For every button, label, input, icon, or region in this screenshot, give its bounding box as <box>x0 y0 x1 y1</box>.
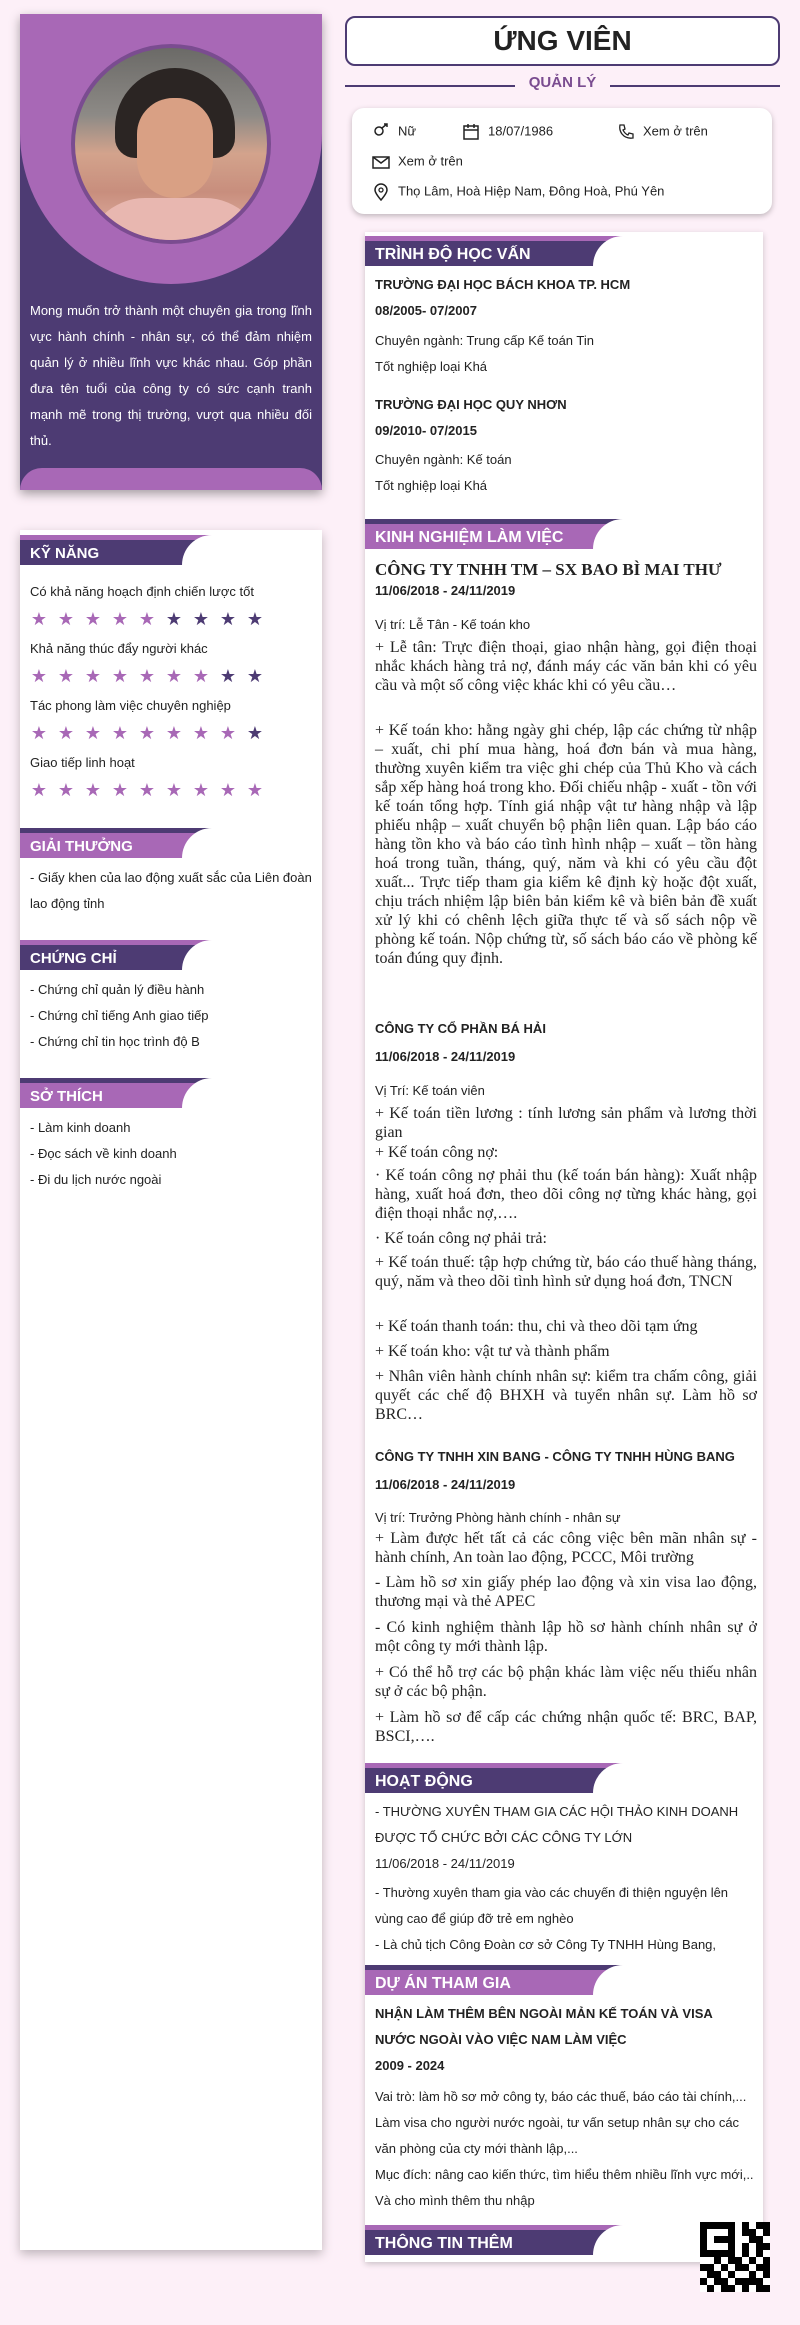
skills-heading: KỸ NĂNG <box>30 545 100 562</box>
star-icon: ★ <box>111 609 129 629</box>
star-icon: ★ <box>111 780 129 800</box>
star-icon: ★ <box>192 666 210 686</box>
email-value: Xem ở trên <box>398 153 463 169</box>
awards-heading-bar <box>20 828 322 858</box>
skill-rating <box>30 610 264 628</box>
job-description: + Có thể hỗ trợ các bộ phận khác làm việc nếu thiếu nhân sự ở các bộ phận. <box>375 1664 757 1700</box>
school-period: 09/2010- 07/2015 <box>375 423 477 438</box>
star-icon: ★ <box>165 609 183 629</box>
job-position: Vị trí: Trưởng Phòng hành chính - nhân sự <box>375 1510 621 1525</box>
education-heading: TRÌNH ĐỘ HỌC VẤN <box>375 246 531 263</box>
company-name: CÔNG TY TNHH XIN BANG - CÔNG TY TNHH HÙNG BANG <box>375 1449 735 1464</box>
job-period: 11/06/2018 - 24/11/2019 <box>375 1477 516 1492</box>
avatar <box>71 44 271 244</box>
certificate-item: - Chứng chỉ tin học trình độ B <box>30 1034 200 1049</box>
job-description: + Kế toán kho: vật tư và thành phẩm <box>375 1343 610 1360</box>
star-icon: ★ <box>138 609 156 629</box>
star-icon: ★ <box>57 780 75 800</box>
email-icon <box>372 153 390 171</box>
activity-period: 11/06/2018 - 24/11/2019 <box>375 1856 515 1871</box>
star-icon: ★ <box>111 723 129 743</box>
birthdate-item <box>462 122 553 140</box>
job-description: + Làm hồ sơ để cấp các chứng nhận quốc tế: BRC, BAP, BSCI,…. <box>375 1709 757 1745</box>
phone-item <box>617 122 708 140</box>
calendar-icon <box>462 123 480 141</box>
project-title: NHẬN LÀM THÊM BÊN NGOÀI MẢN KẾ TOÁN VÀ VISA NƯỚC NGOÀI VÀO VIỆC NAM LÀM VIỆC <box>375 2006 713 2047</box>
star-icon: ★ <box>246 666 264 686</box>
hobby-item: - Đi du lịch nước ngoài <box>30 1172 162 1187</box>
job-description: + Nhân viên hành chính nhân sự: kiểm tra chấm công, giải quyết các chế độ BHXH và tuyển nhân sự. Làm hồ sơ BRC… <box>375 1368 757 1423</box>
star-icon: ★ <box>246 609 264 629</box>
job-description: + Kế toán thuế: tập hợp chứng từ, báo cáo thuế hàng tháng, quý, năm và theo dõi tình hình sử dụng hoá đơn, TNCN <box>375 1254 757 1290</box>
skills-heading-bar <box>20 535 322 565</box>
star-icon: ★ <box>84 609 102 629</box>
sidebar-panel <box>20 530 322 2250</box>
star-icon: ★ <box>219 666 237 686</box>
skill-label: Tác phong làm việc chuyên nghiệp <box>30 698 231 713</box>
school-period: 08/2005- 07/2007 <box>375 303 477 318</box>
job-description: + Kế toán công nợ: <box>375 1144 499 1161</box>
hobbies-heading-bar <box>20 1078 322 1108</box>
certificate-item: - Chứng chỉ tiếng Anh giao tiếp <box>30 1008 209 1023</box>
star-icon: ★ <box>84 666 102 686</box>
star-icon: ★ <box>84 723 102 743</box>
more-info-heading: THÔNG TIN THÊM <box>375 2235 513 2252</box>
star-icon: ★ <box>84 780 102 800</box>
job-description: · Kế toán công nợ phải thu (kế toán bán hàng): Xuất nhập hàng, xuất hoá đơn, theo dõi công nợ từng khác hàng, gọi điện thoại nhắc nợ,…. <box>375 1167 757 1222</box>
activity-item: - Thường xuyên tham gia vào các chuyến đi thiện nguyện lên vùng cao để giúp đỡ trẻ em nghèo <box>375 1885 729 1926</box>
email-item <box>372 152 463 170</box>
star-icon: ★ <box>219 723 237 743</box>
project-goal: Mục đích: nâng cao kiến thức, tìm hiểu thêm nhiều lĩnh vực mới,.. Và cho mình thêm thu nhập <box>375 2167 754 2208</box>
address-item <box>372 182 664 200</box>
star-icon: ★ <box>192 609 210 629</box>
school-major: Chuyên ngành: Trung cấp Kế toán Tin <box>375 333 594 348</box>
gender-icon <box>372 123 390 141</box>
job-description: + Làm được hết tất cả các công việc bên mãn nhân sự - hành chính, An toàn lao động, PCCC, Môi trường <box>375 1530 757 1566</box>
career-objective: Mong muốn trở thành một chuyên gia trong lĩnh vực hành chính - nhân sự, có thể đảm nhiệm quản lý ở nhiều lĩnh vực khác nhau. Góp phần đưa tên tuổi của công ty có sức cạnh tranh mạnh mẽ trong thị trường, vượt qua nhiều đối thủ. <box>30 303 312 448</box>
school-major: Chuyên ngành: Kế toán <box>375 452 512 467</box>
skill-label: Giao tiếp linh hoạt <box>30 755 135 770</box>
awards-text: - Giấy khen của lao động xuất sắc của Liên đoàn lao động tỉnh <box>30 870 312 911</box>
star-icon: ★ <box>30 609 48 629</box>
gender-value: Nữ <box>398 123 417 139</box>
gender-item <box>372 122 416 140</box>
job-description: + Kế toán tiền lương : tính lương sản phẩm và lương thời gian <box>375 1105 757 1141</box>
star-icon: ★ <box>30 723 48 743</box>
hobbies-heading: SỞ THÍCH <box>30 1088 103 1105</box>
project-period: 2009 - 2024 <box>375 2058 445 2073</box>
qr-code-icon <box>700 2222 770 2292</box>
candidate-title: ỨNG VIÊN <box>345 16 780 66</box>
hobby-item: - Đọc sách về kinh doanh <box>30 1146 177 1161</box>
subtitle-line-right <box>610 85 780 87</box>
school-result: Tốt nghiệp loại Khá <box>375 478 488 493</box>
main-content <box>365 232 763 2262</box>
activities-heading: HOẠT ĐỘNG <box>375 1773 473 1790</box>
job-period: 11/06/2018 - 24/11/2019 <box>375 1049 516 1064</box>
phone-value: Xem ở trên <box>643 123 708 139</box>
star-icon: ★ <box>219 780 237 800</box>
star-icon: ★ <box>30 666 48 686</box>
experience-heading: KINH NGHIỆM LÀM VIỆC <box>375 529 564 546</box>
job-period: 11/06/2018 - 24/11/2019 <box>375 583 516 598</box>
job-position: Vị Trí: Kế toán viên <box>375 1083 485 1098</box>
profile-card <box>20 14 322 490</box>
star-icon: ★ <box>138 723 156 743</box>
skill-rating <box>30 724 264 742</box>
star-icon: ★ <box>111 666 129 686</box>
school-result: Tốt nghiệp loại Khá <box>375 359 488 374</box>
star-icon: ★ <box>165 666 183 686</box>
job-description: · Kế toán công nợ phải trả: <box>375 1230 547 1247</box>
profile-arc-bottom <box>20 468 322 490</box>
star-icon: ★ <box>192 780 210 800</box>
activity-item: - THƯỜNG XUYÊN THAM GIA CÁC HỘI THẢO KINH DOANH ĐƯỢC TỔ CHỨC BỞI CÁC CÔNG TY LỚN <box>375 1804 739 1845</box>
star-icon: ★ <box>30 780 48 800</box>
certificates-heading: CHỨNG CHỈ <box>30 950 117 967</box>
projects-heading: DỰ ÁN THAM GIA <box>375 1975 511 1992</box>
star-icon: ★ <box>219 609 237 629</box>
subtitle-line-left <box>345 85 515 87</box>
star-icon: ★ <box>246 723 264 743</box>
skill-label: Có khả năng hoạch định chiến lược tốt <box>30 584 254 599</box>
project-role: Vai trò: làm hồ sơ mở công ty, báo các thuế, báo cáo tài chính,... Làm visa cho người nước ngoài, tư vấn setup nhân sự cho các văn phòng của cty mới thành lập,... <box>375 2089 747 2156</box>
star-icon: ★ <box>165 780 183 800</box>
skill-label: Khả năng thúc đẩy người khác <box>30 641 208 656</box>
job-description: + Kế toán kho: hằng ngày ghi chép, lập các chứng từ nhập – xuất, chi phí mua hàng, hoá đơn bán và mua hàng, thường xuyên kiểm tra việc ghi chép của Thủ Kho và cách sắp xếp hàng hoá trong kho. Đối chiếu nhập - xuất - tồn với kế toán tổng hợp. Tính giá nhập vật tư hàng nhập và lập phiếu nhập – xuất chuyển bộ phận liên quan. Lập báo cáo hàng tồn kho và báo cáo tình hình nhập – xuất – tồn hàng hoá trong tuần, tháng, quý, năm và khi có yêu cầu đột xuất... Trực tiếp tham gia kiểm kê định kỳ hoặc đột xuất, chịu trách nhiệm lập biên bản kiểm kê và biên bản đề xuất xử lý khi có chênh lệch giữa thực tế và số sách nộp về phòng kế toán. Nộp chứng từ, số sách báo cáo về phòng kế toán đúng quy định. <box>375 722 757 967</box>
job-description: + Kế toán thanh toán: thu, chi và theo dõi tạm ứng <box>375 1318 698 1335</box>
star-icon: ★ <box>57 609 75 629</box>
star-icon: ★ <box>57 666 75 686</box>
company-name: CÔNG TY TNHH TM – SX BAO BÌ MAI THƯ <box>375 560 722 579</box>
position-title: QUẢN LÝ <box>528 74 597 91</box>
star-icon: ★ <box>138 780 156 800</box>
phone-icon <box>617 123 635 141</box>
job-description: - Có kinh nghiệm thành lập hồ sơ hành chính nhân sự ở một công ty mới thành lập. <box>375 1619 757 1655</box>
school-name: TRƯỜNG ĐẠI HỌC QUY NHƠN <box>375 397 567 412</box>
activity-item: - Là chủ tịch Công Đoàn cơ sở Công Ty TNHH Hùng Bang, <box>375 1937 717 1952</box>
birthdate-value: 18/07/1986 <box>488 123 554 139</box>
certificates-heading-bar <box>20 940 322 970</box>
job-position: Vị trí: Lễ Tân - Kế toán kho <box>375 617 531 632</box>
star-icon: ★ <box>246 780 264 800</box>
hobby-item: - Làm kinh doanh <box>30 1120 131 1135</box>
job-description: + Lễ tân: Trực điện thoại, giao nhận hàng, gọi điện thoại nhắc khách hàng trả nợ, đánh máy các văn bản khi có yêu cầu và một số công việc khác khi có yêu cầu… <box>375 639 757 694</box>
experience-heading-bar <box>365 519 763 549</box>
skill-rating <box>30 667 264 685</box>
certificate-item: - Chứng chỉ quản lý điều hành <box>30 982 205 997</box>
contact-info-card <box>352 108 772 214</box>
education-heading-bar <box>365 236 763 266</box>
location-icon <box>372 183 390 201</box>
activities-heading-bar <box>365 1763 763 1793</box>
company-name: CÔNG TY CỔ PHẦN BÁ HẢI <box>375 1021 546 1036</box>
school-name: TRƯỜNG ĐẠI HỌC BÁCH KHOA TP. HCM <box>375 277 631 292</box>
skill-rating <box>30 781 264 799</box>
awards-heading: GIẢI THƯỞNG <box>30 838 133 855</box>
projects-heading-bar <box>365 1965 763 1995</box>
job-description: - Làm hồ sơ xin giấy phép lao động và xin visa lao động, thương mại và thẻ APEC <box>375 1574 757 1610</box>
star-icon: ★ <box>165 723 183 743</box>
star-icon: ★ <box>192 723 210 743</box>
address-value: Thọ Lâm, Hoà Hiệp Nam, Đông Hoà, Phú Yên <box>398 183 665 199</box>
star-icon: ★ <box>138 666 156 686</box>
star-icon: ★ <box>57 723 75 743</box>
